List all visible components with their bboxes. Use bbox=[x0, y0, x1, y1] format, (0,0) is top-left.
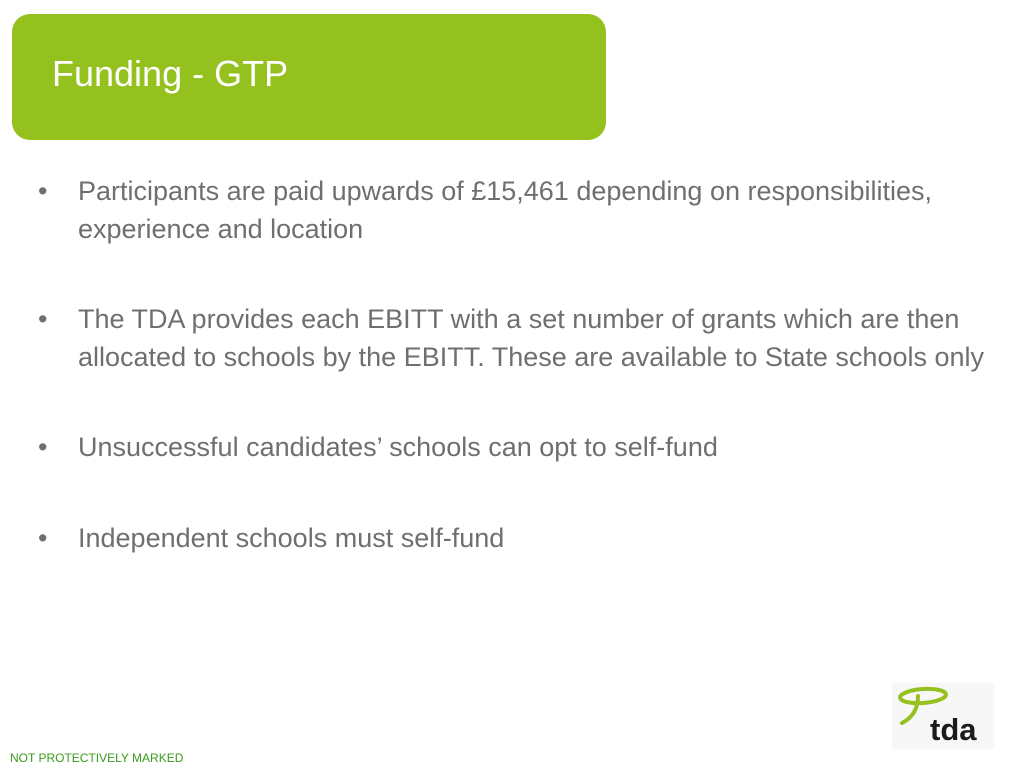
logo-wordmark: tda bbox=[930, 712, 977, 747]
bullet-marker: • bbox=[38, 522, 48, 553]
tda-logo bbox=[892, 683, 994, 749]
bullet-text: Participants are paid upwards of £15,461 depending on responsibilities, experience and location bbox=[78, 176, 933, 244]
bullet-item-participants-pay bbox=[0, 173, 1024, 248]
bullet-item-unsuccessful-candidates bbox=[0, 429, 1024, 467]
title-banner bbox=[12, 14, 606, 140]
bullet-text: Unsuccessful candidates’ schools can opt to self-fund bbox=[78, 432, 718, 462]
bullet-marker: • bbox=[38, 304, 48, 334]
bullet-item-tda-grants bbox=[0, 301, 1024, 376]
bullet-list bbox=[0, 173, 1024, 610]
classification-label: NOT PROTECTIVELY MARKED bbox=[10, 751, 184, 765]
bullet-marker: • bbox=[38, 432, 48, 462]
slide-title: Funding - GTP bbox=[52, 53, 289, 94]
bullet-marker: • bbox=[38, 176, 48, 206]
bullet-text: Independent schools must self-fund bbox=[78, 522, 505, 553]
bullet-item-independent-schools bbox=[0, 520, 1024, 558]
tda-logo-icon bbox=[892, 683, 994, 749]
bullet-text: The TDA provides each EBITT with a set number of grants which are then allocated to schools by the EBITT. These are available to State schools only bbox=[78, 304, 985, 372]
